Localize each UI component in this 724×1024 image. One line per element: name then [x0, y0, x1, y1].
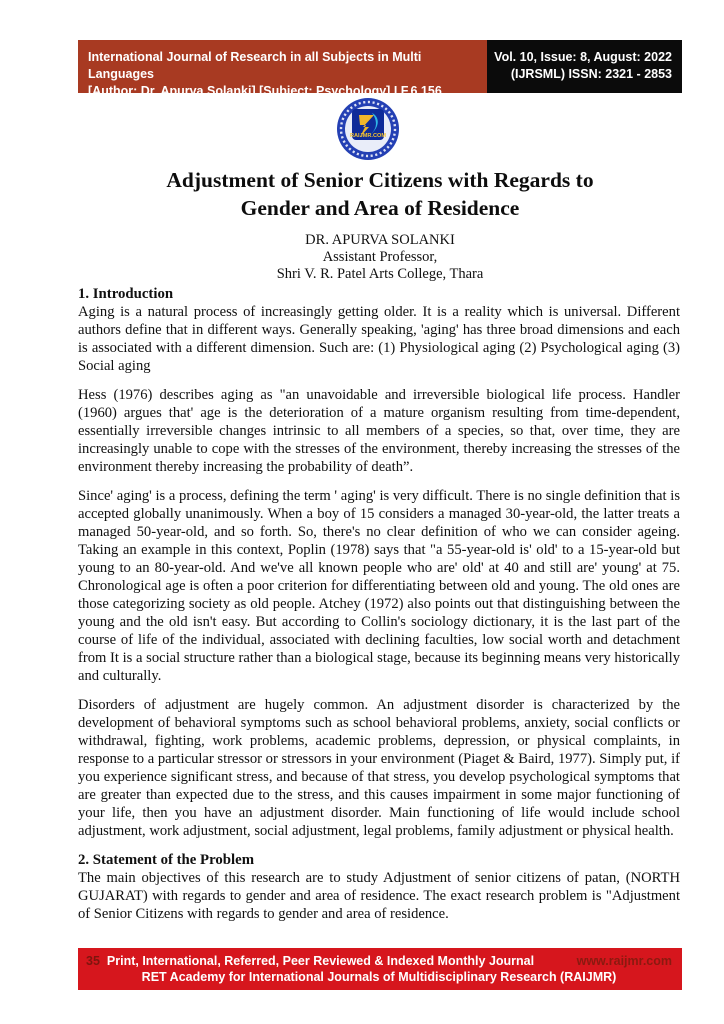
- journal-header: [78, 40, 682, 98]
- paper-title: [78, 166, 682, 222]
- footer-academy-line: RET Academy for International Journals of Multidisciplinary Research (RAIJMR): [141, 970, 617, 984]
- paragraph: The main objectives of this research are to study Adjustment of senior citizens of patan, (NORTH GUJARAT) with regards to gender and area of residence. The exact research problem is "Adjustment of Senior Citizens with regards to gender and area of residence.: [78, 870, 680, 922]
- paragraph: Since' aging' is a process, defining the term ' aging' is very difficult. There is no single definition that is accepted globally unanimously. When a boy of 15 considers a managed 30-year-old, the latter treats a managed 50-year-old, and so forth. So, there's no clear definition of who we can consider ageing. Taking an example in this context, Poplin (1978) says that "a 55-year-old is' old' to a 15-year-old but young to an 80-year-old. And we've all known people who are' old' at 40 and still are' young' at 75. Chronological age is often a poor criterion for differentiating between old and young. The old ones are those categorizing society as old people. Atchey (1972) also points out that distinguishing between the young and the old isn't easy. But according to Collin's sociology dictionary, it is the last part of the course of life of the individual, associated with declining faculties, low social worth and detachment from It is a social structure rather than a biological stage, because its beginning means very historically and culturally.: [78, 488, 680, 684]
- journal-footer: [78, 948, 682, 990]
- paragraph: Disorders of adjustment are hugely common. An adjustment disorder is characterized by the development of behavioral symptoms such as school behavioral problems, anxiety, social conflicts or withdrawal, fighting, work problems, academic problems, depression, or physical complaints, in response to a particular stressor or stressors in your environment (Piaget & Baird, 1977). Simply put, if you experience significant stress, and because of that stress, you develop psychological symptoms that are greater than expected due to the stress, and this causes impairment in some major functioning of your life, then you have an adjustment disorder. Main functioning of life would include school adjustment, work adjustment, social adjustment, legal problems, family adjustment or physical health.: [78, 697, 680, 839]
- author-name: DR. APURVA SOLANKI: [305, 232, 455, 248]
- journal-name: International Journal of Research in all Subjects in Multi Languages: [88, 50, 422, 81]
- footer-row1: [86, 953, 672, 969]
- paper-body: [78, 285, 680, 934]
- journal-header-left: [78, 40, 487, 98]
- section-heading-statement-of-problem: 2. Statement of the Problem: [78, 852, 255, 868]
- paper-title-line1: Adjustment of Senior Citizens with Regards to: [166, 168, 594, 192]
- page-number: 35: [86, 954, 100, 968]
- footer-journal-description: Print, International, Referred, Peer Reviewed & Indexed Monthly Journal: [106, 954, 535, 968]
- journal-author-subject-line: [Author: Dr. Apurva Solanki] [Subject: Psychology] I.F.6.156: [88, 84, 442, 98]
- paper-title-line2: Gender and Area of Residence: [240, 196, 520, 220]
- paragraph: Aging is a natural process of increasingly getting older. It is a reality which is universal. Different authors define that in different ways. Generally speaking, 'aging' has three broad dimensions and each is associated with a different dimension. Such are: (1) Physiological aging (2) Psychological aging (3) Social aging: [78, 304, 680, 374]
- logo-domain-text: RAIJMR.COM: [349, 133, 387, 139]
- footer-website-link[interactable]: www.raijmr.com: [576, 954, 672, 968]
- volume-issue-info: Vol. 10, Issue: 8, August: 2022: [494, 50, 672, 64]
- section-heading-introduction: 1. Introduction: [78, 286, 174, 302]
- raijmr-logo-icon: [336, 97, 400, 161]
- issn-info: (IJRSML) ISSN: 2321 - 2853: [510, 67, 672, 81]
- author-affiliation: Shri V. R. Patel Arts College, Thara: [276, 266, 484, 282]
- paragraph: Hess (1976) describes aging as "an unavoidable and irreversible biological life process. Handler (1960) argues that' age is the deterioration of a mature organism resulting from time-dependent, essentially irreversible changes intrinsic to all members of a species, so that, over time, they are increasingly unable to cope with the stresses of the environment, thereby increasing the stresses of the environment thereby increasing the probability of death”.: [78, 387, 680, 475]
- author-block: [78, 232, 682, 283]
- author-role: Assistant Professor,: [322, 249, 438, 265]
- journal-header-right: [487, 40, 682, 93]
